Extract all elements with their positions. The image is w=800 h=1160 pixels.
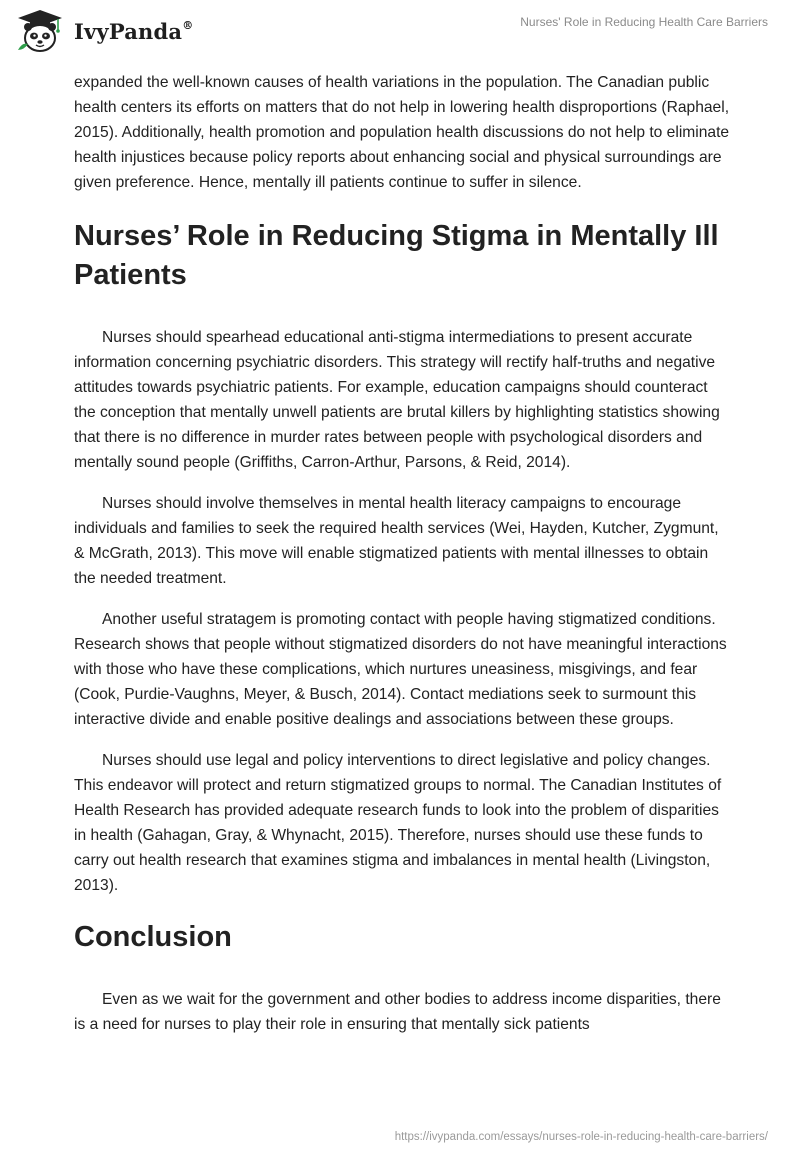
page-header xyxy=(0,0,800,62)
conclusion-paragraph: Even as we wait for the government and other bodies to address income disparities, there is a need for nurses to play their role in ensuring that mentally sick patients xyxy=(74,991,721,1033)
document-title: Nurses' Role in Reducing Health Care Barriers xyxy=(520,15,768,29)
intro-paragraph: expanded the well-known causes of health variations in the population. The Canadian public health centers its efforts on matters that do not help in lowering health disproportions (Raphael, 2015). Additionally, health promotion and population health discussions do not help to eliminate health injustices because policy reports about enhancing social and physical surroundings are given preference. Hence, mentally ill patients continue to suffer in silence. xyxy=(74,74,730,191)
section-heading-stigma: Nurses’ Role in Reducing Stigma in Mentally Ill Patients xyxy=(74,220,719,291)
body-paragraph: Nurses should spearhead educational anti-stigma intermediations to present accurate information concerning psychiatric disorders. This strategy will rectify half-truths and negative attitudes towards psychiatric patients. For example, education campaigns should counteract the conception that mentally unwell patients are brutal killers by highlighting statistics showing that there is no difference in murder rates between people with psychological disorders and mentally sound people (Griffiths, Carron-Arthur, Parsons, & Reid, 2014). xyxy=(74,329,720,471)
brand-logo[interactable] xyxy=(14,8,193,54)
brand-name: IvyPanda® xyxy=(74,18,194,44)
section-heading-conclusion: Conclusion xyxy=(74,921,232,953)
body-paragraph: Nurses should use legal and policy interventions to direct legislative and policy changes. This endeavor will protect and return stigmatized groups to normal. The Canadian Institutes of Health Research has provided adequate research funds to look into the problem of disparities in health (Gahagan, Gray, & Whynacht, 2015). Therefore, nurses should use these funds to carry out health research that examines stigma and imbalances in mental health (Livingston, 2013). xyxy=(74,752,722,894)
source-url-link[interactable]: https://ivypanda.com/essays/nurses-role-in-reducing-health-care-barriers/ xyxy=(394,1131,768,1143)
body-paragraph: Another useful stratagem is promoting contact with people having stigmatized conditions. Research shows that people without stigmatized disorders do not have meaningful interactions with those who have these complications, which nurtures uneasiness, misgivings, and fear (Cook, Purdie-Vaughns, Meyer, & Busch, 2014). Contact mediations seek to surmount this interactive divide and enable positive dealings and associations between these groups. xyxy=(74,611,727,728)
body-paragraph: Nurses should involve themselves in mental health literacy campaigns to encourage individuals and families to seek the required health services (Wei, Hayden, Kutcher, Zygmunt, & McGrath, 2013). This move will enable stigmatized patients with mental illnesses to obtain the needed treatment. xyxy=(74,495,719,587)
registered-mark: ® xyxy=(182,18,194,32)
panda-graduate-icon xyxy=(14,8,66,54)
essay-body xyxy=(74,70,730,1053)
